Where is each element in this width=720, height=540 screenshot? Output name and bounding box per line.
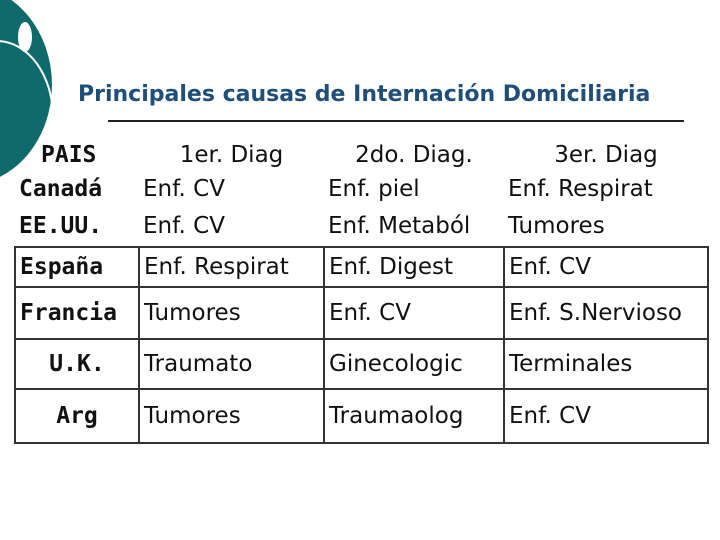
decorative-circle-small bbox=[18, 22, 32, 52]
diag-3-cell: Enf. S.Nervioso bbox=[504, 287, 708, 339]
diag-3-cell: Enf. CV bbox=[504, 247, 708, 287]
diag-2-cell: Traumaolog bbox=[324, 389, 504, 443]
country-cell: EE.UU. bbox=[19, 213, 103, 239]
country-cell: Arg bbox=[15, 389, 139, 443]
diag-1-cell: Enf. CV bbox=[143, 176, 225, 202]
country-cell: España bbox=[15, 247, 139, 287]
table-row bbox=[15, 287, 708, 339]
diag-2-cell: Enf. Metaból bbox=[328, 213, 471, 239]
causes-table bbox=[14, 138, 709, 444]
table-row bbox=[15, 389, 708, 443]
diag-2-cell: Enf. CV bbox=[324, 287, 504, 339]
diag-3-cell: Tumores bbox=[508, 213, 605, 239]
header-diag-2: 2do. Diag. bbox=[355, 142, 473, 168]
diag-3-cell: Enf. CV bbox=[504, 389, 708, 443]
table-row bbox=[15, 247, 708, 287]
title-underline bbox=[108, 120, 684, 122]
diag-3-cell: Enf. Respirat bbox=[508, 176, 653, 202]
diag-2-cell: Enf. Digest bbox=[324, 247, 504, 287]
slide-title: Principales causas de Internación Domiciliaria bbox=[78, 82, 651, 107]
diag-1-cell: Enf. Respirat bbox=[139, 247, 324, 287]
country-cell: U.K. bbox=[15, 339, 139, 389]
country-cell: Canadá bbox=[19, 176, 103, 202]
diag-3-cell: Terminales bbox=[504, 339, 708, 389]
diag-2-cell: Ginecologic bbox=[324, 339, 504, 389]
header-diag-3: 3er. Diag bbox=[554, 142, 658, 168]
header-pais: PAIS bbox=[41, 142, 97, 168]
diag-2-cell: Enf. piel bbox=[328, 176, 420, 202]
diag-1-cell: Tumores bbox=[139, 389, 324, 443]
table-row bbox=[15, 172, 708, 206]
country-cell: Francia bbox=[15, 287, 139, 339]
diag-1-cell: Traumato bbox=[139, 339, 324, 389]
table-row bbox=[15, 339, 708, 389]
table-header-row bbox=[15, 138, 708, 172]
header-diag-1: 1er. Diag bbox=[179, 142, 284, 168]
diag-1-cell: Enf. CV bbox=[143, 213, 225, 239]
diag-1-cell: Tumores bbox=[139, 287, 324, 339]
table-row bbox=[15, 206, 708, 247]
